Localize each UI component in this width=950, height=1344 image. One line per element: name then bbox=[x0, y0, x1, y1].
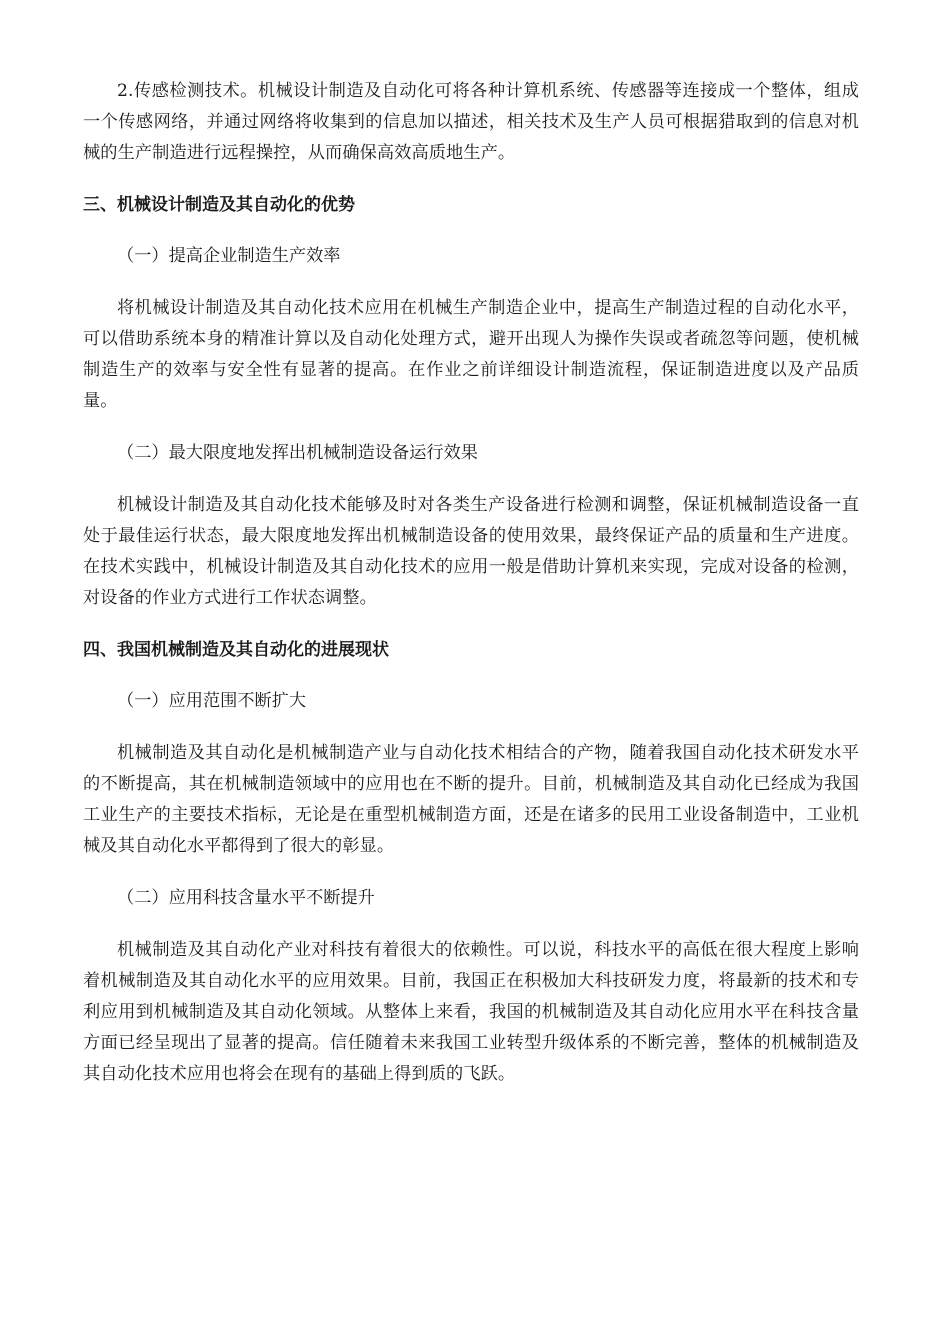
subheading-technology-level: （二）应用科技含量水平不断提升 bbox=[117, 888, 375, 908]
paragraph-efficiency: 将机械设计制造及其自动化技术应用在机械生产制造企业中，提高生产制造过程的自动化水平，可以借助系统本身的精准计算以及自动化处理方式，避开出现人为操作失误或者疏忽等问题，使机械制造生产的效率与安全性有显著的提高。在作业之前详细设计制造流程，保证制造进度以及产品质量。 bbox=[83, 298, 859, 411]
paragraph-technology-level: 机械制造及其自动化产业对科技有着很大的依赖性。可以说，科技水平的高低在很大程度上影响着机械制造及其自动化水平的应用效果。目前，我国正在积极加大科技研发力度，将最新的技术和专利应用到机械制造及其自动化领域。从整体上来看，我国的机械制造及其自动化应用水平在科技含量方面已经呈现出了显著的提高。信任随着未来我国工业转型升级体系的不断完善，整体的机械制造及其自动化技术应用也将会在现有的基础上得到质的飞跃。 bbox=[83, 940, 859, 1084]
section-heading-status: 四、我国机械制造及其自动化的进展现状 bbox=[83, 640, 389, 660]
document-page bbox=[83, 76, 859, 1111]
paragraph-equipment-effect: 机械设计制造及其自动化技术能够及时对各类生产设备进行检测和调整，保证机械制造设备一直处于最佳运行状态，最大限度地发挥出机械制造设备的使用效果，最终保证产品的质量和生产进度。在技术实践中，机械设计制造及其自动化技术的应用一般是借助计算机来实现，完成对设备的检测，对设备的作业方式进行工作状态调整。 bbox=[83, 495, 859, 608]
paragraph-sensing-technology: 2.传感检测技术。机械设计制造及自动化可将各种计算机系统、传感器等连接成一个整体，组成一个传感网络，并通过网络将收集到的信息加以描述，相关技术及生产人员可根据猎取到的信息对机械的生产制造进行远程操控，从而确保高效高质地生产。 bbox=[83, 81, 859, 163]
subheading-equipment-effect: （二）最大限度地发挥出机械制造设备运行效果 bbox=[117, 443, 478, 463]
subheading-efficiency: （一）提高企业制造生产效率 bbox=[117, 246, 341, 266]
paragraph-scope: 机械制造及其自动化是机械制造产业与自动化技术相结合的产物，随着我国自动化技术研发水平的不断提高，其在机械制造领域中的应用也在不断的提升。目前，机械制造及其自动化已经成为我国工业生产的主要技术指标，无论是在重型机械制造方面，还是在诸多的民用工业设备制造中，工业机械及其自动化水平都得到了很大的彰显。 bbox=[83, 743, 859, 856]
subheading-scope: （一）应用范围不断扩大 bbox=[117, 691, 307, 711]
section-heading-advantages: 三、机械设计制造及其自动化的优势 bbox=[83, 195, 355, 215]
